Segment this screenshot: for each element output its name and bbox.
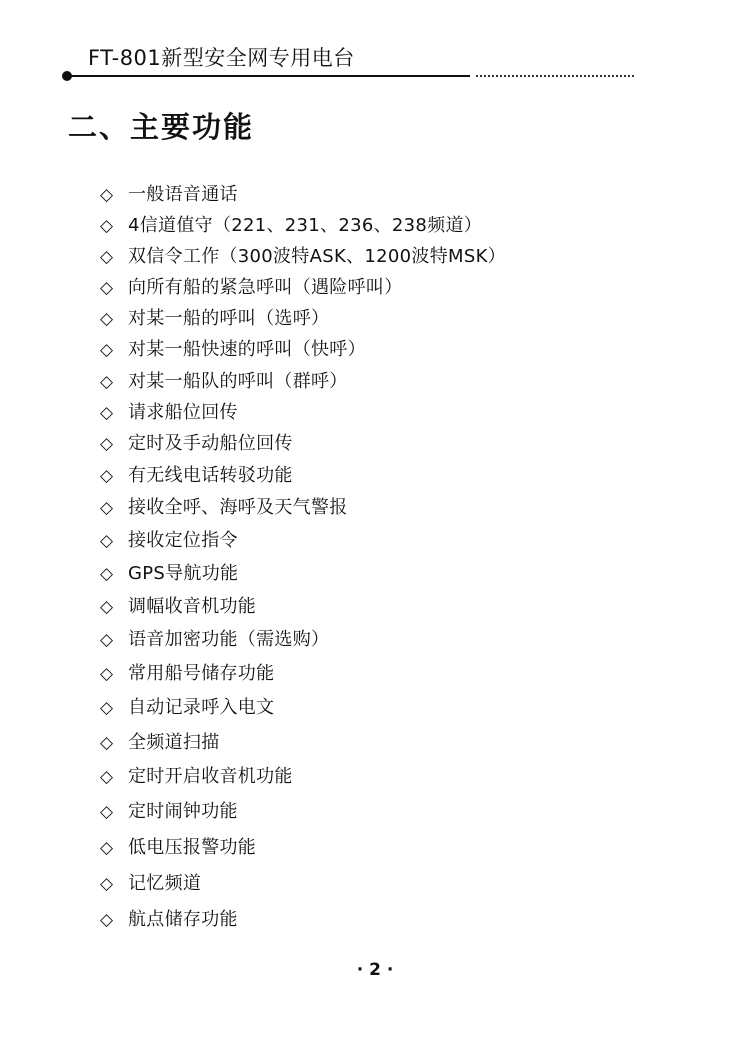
feature-text: 有无线电话转驳功能 (128, 465, 293, 486)
white-diamond-icon: ◇ (100, 498, 114, 518)
feature-item-7 (100, 367, 348, 397)
header-dotted-line (476, 75, 634, 77)
feature-text: 记忆频道 (128, 873, 202, 894)
feature-text: 低电压报警功能 (128, 837, 257, 858)
feature-text: 全频道扫描 (128, 732, 220, 753)
white-diamond-icon: ◇ (100, 874, 114, 894)
feature-text: 对某一船快速的呼叫（快呼） (128, 339, 366, 360)
feature-item-10 (100, 461, 293, 491)
feature-text: 4信道值守（221、231、236、238频道） (128, 215, 483, 236)
feature-text: 对某一船队的呼叫（群呼） (128, 371, 348, 392)
white-diamond-icon: ◇ (100, 309, 114, 329)
feature-text: 对某一船的呼叫（选呼） (128, 308, 330, 329)
white-diamond-icon: ◇ (100, 698, 114, 718)
feature-item-11 (100, 493, 348, 523)
feature-item-14 (100, 592, 256, 622)
header-rule (62, 70, 634, 82)
feature-item-2 (100, 211, 482, 241)
white-diamond-icon: ◇ (100, 630, 114, 650)
white-diamond-icon: ◇ (100, 216, 114, 236)
white-diamond-icon: ◇ (100, 664, 114, 684)
white-diamond-icon: ◇ (100, 838, 114, 858)
white-diamond-icon: ◇ (100, 733, 114, 753)
white-diamond-icon: ◇ (100, 564, 114, 584)
white-diamond-icon: ◇ (100, 466, 114, 486)
feature-item-13 (100, 559, 238, 589)
feature-item-12 (100, 526, 238, 556)
feature-text: 双信令工作（300波特ASK、1200波特MSK） (128, 246, 506, 267)
feature-text: 航点储存功能 (128, 909, 238, 930)
feature-text: 定时及手动船位回传 (128, 433, 293, 454)
feature-text: 一般语音通话 (128, 184, 238, 205)
feature-item-8 (100, 398, 238, 428)
feature-item-4 (100, 273, 403, 303)
feature-item-22 (100, 869, 201, 899)
white-diamond-icon: ◇ (100, 434, 114, 454)
feature-item-5 (100, 304, 329, 334)
white-diamond-icon: ◇ (100, 185, 114, 205)
white-diamond-icon: ◇ (100, 767, 114, 787)
white-diamond-icon: ◇ (100, 340, 114, 360)
white-diamond-icon: ◇ (100, 910, 114, 930)
white-diamond-icon: ◇ (100, 247, 114, 267)
header-title: FT-801新型安全网专用电台 (88, 46, 355, 70)
feature-text: 接收定位指令 (128, 530, 238, 551)
section-heading: 二、主要功能 (68, 110, 255, 144)
feature-text: 向所有船的紧急呼叫（遇险呼叫） (128, 277, 403, 298)
white-diamond-icon: ◇ (100, 403, 114, 423)
feature-item-20 (100, 797, 238, 827)
feature-item-15 (100, 625, 329, 655)
white-diamond-icon: ◇ (100, 278, 114, 298)
feature-text: 接收全呼、海呼及天气警报 (128, 497, 348, 518)
white-diamond-icon: ◇ (100, 531, 114, 551)
feature-item-16 (100, 659, 274, 689)
white-diamond-icon: ◇ (100, 802, 114, 822)
page-number: · 2 · (356, 960, 394, 980)
feature-item-23 (100, 905, 238, 935)
feature-text: 请求船位回传 (128, 402, 238, 423)
feature-item-6 (100, 335, 366, 365)
feature-text: 语音加密功能（需选购） (128, 629, 330, 650)
feature-text: 定时开启收音机功能 (128, 766, 293, 787)
feature-text: 定时闹钟功能 (128, 801, 238, 822)
feature-text: 调幅收音机功能 (128, 596, 257, 617)
feature-item-9 (100, 429, 293, 459)
feature-item-21 (100, 833, 256, 863)
header-solid-line (68, 75, 470, 77)
feature-text: 常用船号储存功能 (128, 663, 275, 684)
feature-text: 自动记录呼入电文 (128, 697, 275, 718)
feature-item-17 (100, 693, 274, 723)
feature-item-19 (100, 762, 293, 792)
feature-item-1 (100, 180, 238, 210)
feature-item-18 (100, 728, 220, 758)
feature-text: GPS导航功能 (128, 563, 239, 584)
feature-item-3 (100, 242, 506, 272)
white-diamond-icon: ◇ (100, 597, 114, 617)
white-diamond-icon: ◇ (100, 372, 114, 392)
